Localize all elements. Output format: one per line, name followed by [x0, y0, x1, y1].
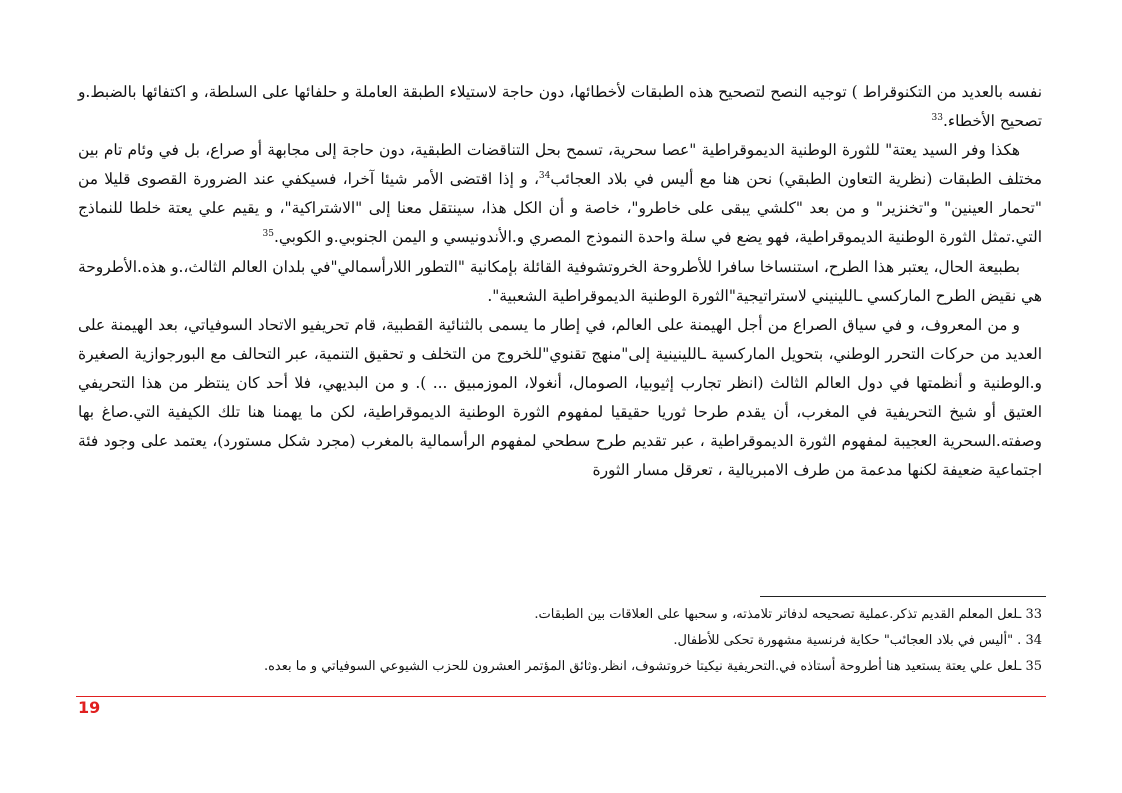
page-footer-rule — [76, 696, 1046, 697]
footnote-35: 35 ـلعل علي يعتة يستعيد هنا أطروحة أستاذه في.التحريفية نيكيتا خروتشوف، انظر.وثائق المؤتمر العشرون للحزب الشيوعي السوفياتي و ما بعده. — [263, 659, 1042, 674]
footnote-separator — [760, 596, 1046, 597]
paragraph-3: بطبيعة الحال، يعتبر هذا الطرح، استنساخا سافرا للأطروحة الخروتشوفية القائلة بإمكانية "التطور اللارأسمالي"في بلدان العالم الثالث،.و هذه.الأطروحة هي نقيض الطرح الماركسي ـاللينيني لاستراتيجية"الثورة الوطنية الديموقراطية الشعبية". — [78, 257, 1042, 305]
paragraph-2: هكذا وفر السيد يعتة" للثورة الوطنية الديموقراطية "عصا سحرية، تسمح بحل التناقضات الطبقية، دون حاجة إلى مجابهة أو صراع، بل في وئام تام بين مختلف الطبقات (نظرية التعاون الطبقي) نحن هنا مع أليس في بلاد العجائب$^{34}$، و إذا اقتضى الأمر شيئا آخرا، فسيكفي عند الضرورة القصوى قليلا من "تحمار العينين" و"تخنزير" و من بعد "كلشي يبقى على خاطرو"، خاصة و أن الكل هذا، سينتقل معنا إلى "الاشتراكية"، و يقيم علي يعتة خلطا للنماذج التي.تمثل الثورة الوطنية الديموقراطية، فهو يضع في سلة واحدة النموذج المصري و.الأندونيسي و اليمن الجنوبي.و الكوبي.$^{35}$ — [78, 141, 1042, 247]
page-number: 19 — [78, 698, 101, 717]
paragraph-1: نفسه بالعديد من التكنوقراط ) توجيه النصح لتصحيح هذه الطبقات لأخطائها، دون حاجة لاستيلاء الطبقة العاملة و حلفائها على السلطة، و اكتفائها بالضبط.و تصحيح الأخطاء.$^{33}$ — [78, 83, 1042, 131]
body-text — [78, 78, 1042, 485]
footnotes — [78, 602, 1042, 680]
footnote-ref-33[interactable]: 33 — [931, 112, 943, 123]
footnote-ref-35[interactable]: 35 — [262, 229, 274, 240]
footnote-34: 34 . "أليس في بلاد العجائب" حكاية فرنسية مشهورة تحكى للأطفال. — [673, 633, 1042, 648]
paragraph-4: و من المعروف، و في سياق الصراع من أجل الهيمنة على العالم، في إطار ما يسمى بالثنائية القطبية، قام تحريفيو الاتحاد السوفياتي، بعد الهيمنة على العديد من حركات التحرر الوطني، بتحويل الماركسية ـاللينينية إلى"منهج تقنوي"للخروج من التخلف و تحقيق التنمية، عبر التحالف مع البورجوازية الصغيرة و.الوطنية و أنظمتها في دول العالم الثالث (انظر تجارب إثيوبيا، الصومال، أنغولا، الموزمبيق ... ). و من البديهي، فلا أحد كان ينتظر من هذا التحريفي العتيق أو شيخ التحريفية في المغرب، أن يقدم طرحا ثوريا حقيقيا لمفهوم الثورة الوطنية الديموقراطية، لكن ما يهمنا هنا تلك الكيفية التي.صاغ بها وصفته.السحرية العجيبة لمفهوم الثورة الديموقراطية ، عبر تقديم طرح سطحي لمفهوم الرأسمالية بالمغرب (مجرد شكل مستورد)، يعتمد على وجود فئة اجتماعية ضعيفة لكنها مدعمة من طرف الامبريالية ، تعرقل مسار الثورة — [78, 315, 1042, 480]
footnote-ref-34[interactable]: 34 — [538, 171, 551, 182]
footnote-33: 33 ـلعل المعلم القديم تذكر.عملية تصحيحه لدفاتر تلامذته، و سحبها على العلاقات بين الطبقات. — [534, 607, 1042, 622]
